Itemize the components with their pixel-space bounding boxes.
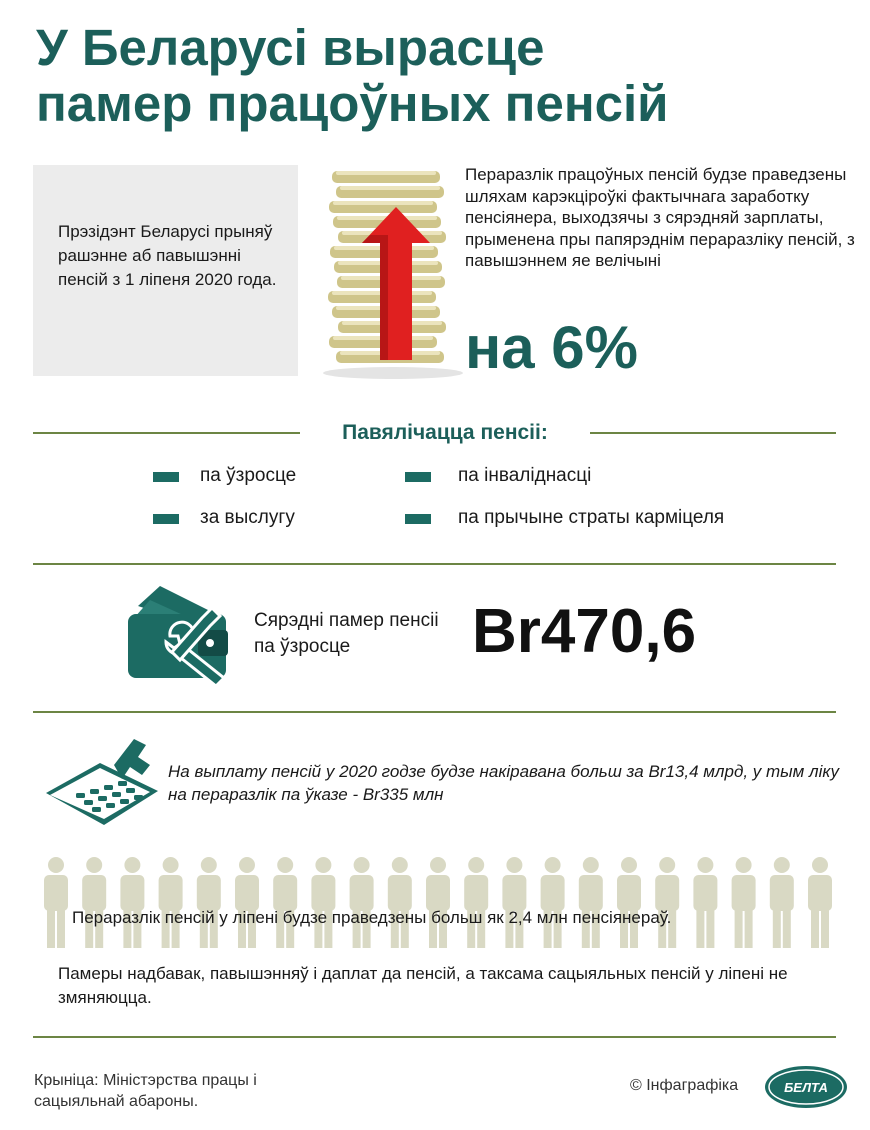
unchanged-text: Памеры надбавак, павышэнняў і даплат да пенсій, а таксама сацыяльных пенсій у ліпені не змяняюцца. [58, 964, 788, 1007]
divider [33, 711, 836, 713]
calculator-key [92, 807, 101, 812]
calculator-key [90, 789, 99, 794]
belta-logo-text: БЕЛТА [784, 1080, 828, 1095]
person-silhouette [617, 857, 641, 948]
pension-item-age: па ўзросце [200, 465, 297, 486]
divider [33, 563, 836, 565]
calculator-phone-icon [42, 735, 162, 830]
person-silhouette [82, 857, 106, 948]
coin-highlight [333, 201, 433, 205]
person-silhouette [44, 857, 68, 948]
pension-item-survivor: па прычыне страты карміцеля [458, 507, 725, 528]
person-silhouette [732, 857, 756, 948]
average-pension-label: Сярэдні памер пенсіі па ўзросце [254, 610, 439, 657]
person-silhouette [464, 857, 488, 948]
person-silhouette [235, 857, 259, 948]
person-silhouette [579, 857, 603, 948]
person-silhouette [120, 857, 144, 948]
person-silhouette [541, 857, 565, 948]
belta-logo [763, 1064, 849, 1110]
divider [33, 1036, 836, 1038]
intro-text: Прэзідэнт Беларусі прыняў рашэнне аб павышэнні пенсій з 1 ліпеня 2020 года. [58, 222, 277, 289]
source-note: Крыніца: Міністэрства працы і сацыяльнай абароны. [34, 1072, 257, 1110]
calculator-key [134, 795, 143, 800]
people-row-icon [38, 856, 838, 951]
bullet-icon [405, 514, 431, 524]
calculator-key [76, 793, 85, 798]
people-text: Пераразлік пенсій у ліпені будзе праведзены больш як 2,4 млн пенсіянераў. [72, 908, 672, 927]
bullet-icon [153, 514, 179, 524]
calculator-key [120, 799, 129, 804]
calculator-key [98, 796, 107, 801]
person-silhouette [502, 857, 526, 948]
pensions-heading: Павялічацца пенсіі: [300, 418, 590, 448]
calculator-key [126, 788, 135, 793]
person-silhouette [808, 857, 832, 948]
average-pension-value: Br470,6 [472, 597, 697, 666]
increase-percent: на 6% [465, 314, 638, 381]
calculator-key [118, 781, 127, 786]
wallet-wrench-icon [120, 578, 245, 688]
person-silhouette [426, 857, 450, 948]
person-silhouette [388, 857, 412, 948]
calculator-key [106, 803, 115, 808]
recalc-text: Пераразлік працоўных пенсій будзе праведзены шляхам карэкціроўкі фактычнага заработку пенсіянера, выходзячы з сярэдняй зарплаты, прыменена пры папярэднім пераразліку пенсій, з павышэннем яе велічыні [465, 165, 855, 270]
person-silhouette [159, 857, 183, 948]
person-silhouette [655, 857, 679, 948]
coin-stack-arrow-icon [318, 155, 468, 380]
title-line-1: У Беларусі вырасце [36, 19, 545, 76]
person-silhouette [693, 857, 717, 948]
infographic-credit: © Інфаграфіка [630, 1077, 739, 1094]
calculator-key [104, 785, 113, 790]
calculator-key [112, 792, 121, 797]
person-silhouette [770, 857, 794, 948]
person-silhouette [311, 857, 335, 948]
bullet-icon [405, 472, 431, 482]
pension-item-disability: па інваліднасці [458, 465, 592, 486]
page-title [36, 20, 856, 132]
coin-highlight [336, 171, 436, 175]
person-silhouette [273, 857, 297, 948]
bullet-icon [153, 472, 179, 482]
person-silhouette [350, 857, 374, 948]
pension-item-service: за выслугу [200, 507, 295, 528]
coin-highlight [340, 186, 440, 190]
title-line-2: памер працоўных пенсій [36, 75, 669, 132]
person-silhouette [197, 857, 221, 948]
payout-text: На выплату пенсій у 2020 годзе будзе накіравана больш за Br13,4 млрд, у тым ліку на пераразлік па ўказе - Br335 млн [168, 762, 839, 804]
calculator-key [84, 800, 93, 805]
